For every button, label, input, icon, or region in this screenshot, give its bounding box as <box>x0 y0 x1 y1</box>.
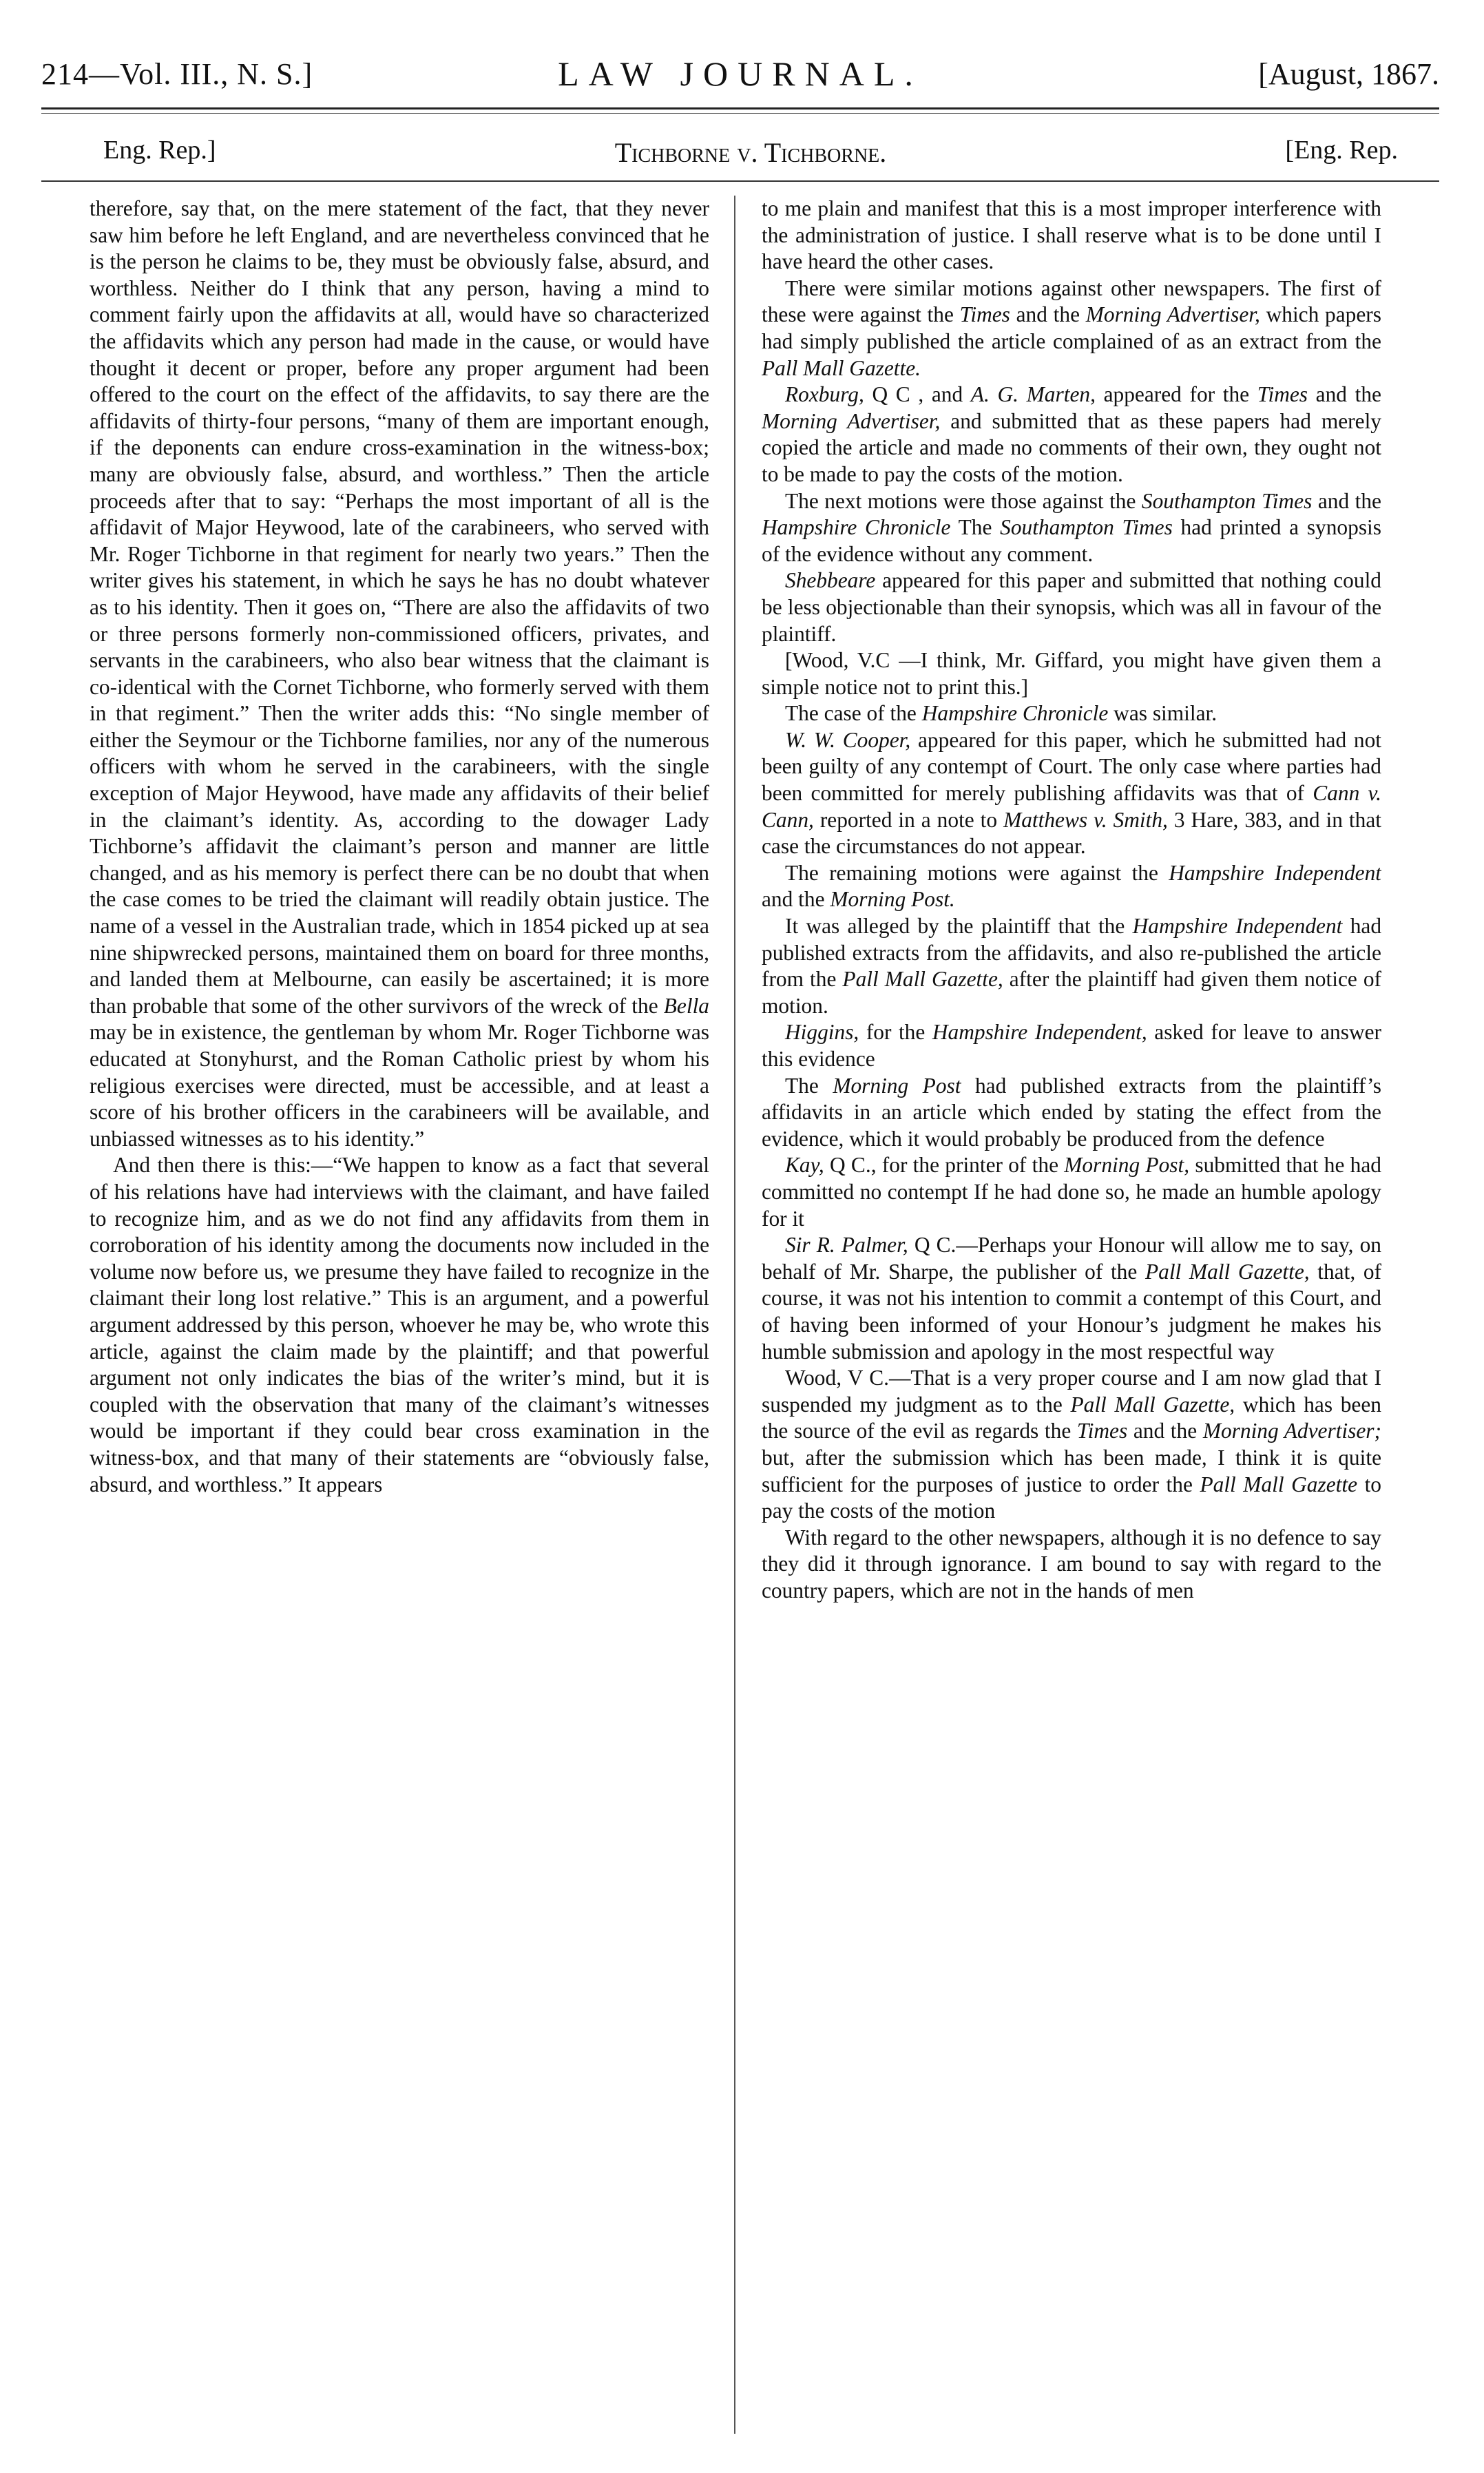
italic-text: Hampshire Independent, <box>932 1020 1147 1045</box>
text-run: And then there is this:—“We happen to know as a fact that several of his relations have had interviews with the claimant, and have failed to recognize him, and as we do not find any affidavits from them in corroboration of his identity among the documents now included in the volume now before us, we presume they have failed to recognize in the claimant their long lost relative.” This is an argument, and a powerful argument addressed by this person, whoever he may be, who wrote this article, against the claim made by the plaintiff; and that powerful argument not only indicates the bias of the writer’s mind, but it is coupled with the observation that many of the claimant’s witnesses would be important if they could bear cross examination in the witness-box, and that many of their statements are “obviously false, absurd, and worthless.” It appears <box>90 1153 709 1496</box>
italic-text: A. G. Marten, <box>970 382 1096 407</box>
italic-text: W. W. Cooper, <box>785 727 911 752</box>
italic-text: Times <box>959 302 1010 327</box>
text-run: It was alleged by the plaintiff that the <box>785 914 1125 939</box>
paragraph <box>90 196 709 1152</box>
report-label-right: [Eng. Rep. <box>1285 136 1398 165</box>
text-run: and the <box>1317 488 1381 513</box>
italic-text: Morning Advertiser; <box>1202 1419 1381 1443</box>
paragraph <box>762 913 1381 1019</box>
italic-text: Times <box>1076 1419 1128 1443</box>
text-run: The case of the <box>785 701 917 726</box>
header-rule-thin <box>41 113 1439 114</box>
paragraph <box>762 1365 1381 1525</box>
text-run: Wood, V C.—That is a very proper course and I am now glad that I suspended my judgment as to the <box>762 1366 1381 1417</box>
paragraph <box>762 1152 1381 1232</box>
italic-text: Hampshire Chronicle <box>921 701 1109 726</box>
left-column <box>90 196 709 2441</box>
text-run: Q C.—Perhaps your Honour will allow me to say, on behalf of Mr. Sharpe, the publisher of the <box>762 1233 1381 1284</box>
text-run: and the <box>1315 382 1381 407</box>
case-header-rule <box>41 180 1439 182</box>
italic-text: Pall Mall Gazette. <box>762 355 921 380</box>
right-column <box>762 196 1381 2441</box>
text-run: after the plaintiff had given them notice of motion. <box>762 967 1381 1018</box>
issue-date: [August, 1867. <box>1258 57 1439 91</box>
italic-text: Morning Advertiser, <box>762 408 941 433</box>
text-run: [Wood, V.C —I think, Mr. Giffard, you might have given them a simple notice not to print this.] <box>762 648 1381 699</box>
italic-text: Roxburg, <box>785 382 864 407</box>
text-run: asked for leave to answer this evidence <box>762 1020 1381 1071</box>
italic-text: Hampshire Independent <box>1169 860 1381 885</box>
text-run: which papers had simply published the article complained of as an extract from the <box>762 302 1381 353</box>
text-run: Q C., for the printer of the <box>829 1153 1058 1178</box>
paragraph <box>762 1525 1381 1605</box>
italic-text: Morning Post <box>833 1073 961 1098</box>
text-run: and the <box>1133 1419 1198 1443</box>
paragraph <box>762 488 1381 568</box>
italic-text: Pall Mall Gazette, <box>1070 1392 1235 1417</box>
text-run: There were similar motions against other newspapers. The first of these were against the <box>762 275 1381 327</box>
running-header <box>41 50 1439 99</box>
text-run: 3 Hare, 383, and in that case the circumstances do not appear. <box>762 807 1381 859</box>
text-run: Q C , and <box>872 382 963 407</box>
paragraph <box>762 860 1381 913</box>
text-run: had printed a synopsis of the evidence without any comment. <box>762 515 1381 566</box>
paragraph <box>762 700 1381 727</box>
italic-text: Southampton Times <box>1000 515 1173 540</box>
text-run: and submitted that as these papers had merely copied the article and made no comments of their own, they ought not to be made to pay the costs of the motion. <box>762 408 1381 486</box>
text-run: The <box>785 1073 819 1098</box>
text-run: reported in a note to <box>819 807 998 832</box>
italic-text: Kay, <box>785 1153 824 1178</box>
text-run: submitted that he had committed no contempt If he had done so, he made an humble apology for it <box>762 1153 1381 1231</box>
text-run: for the <box>866 1020 926 1045</box>
text-run: that, of course, it was not his intention to commit a contempt of this Court, and of having been informed of your Honour’s judgment he makes his humble submission and apology in the most respectful way <box>762 1259 1381 1364</box>
text-run: The <box>958 515 992 540</box>
text-run: appeared for this paper, which he submitted had not been guilty of any contempt of Court. The only case where parties had been committed for merely publishing affidavits was that of <box>762 727 1381 806</box>
text-run: and the <box>762 887 825 912</box>
text-run: therefore, say that, on the mere statement of the fact, that they never saw him before he left England, and are nevertheless convinced that he is the person he claims to be, they must be obviously false, absurd, and worthless. Neither do I think that any person, having a mind to comment fairly upon the affidavits at all, would have so characterized the affidavits which any person had made in the cause, or would have thought it decent or proper, before any proper argument had been offered to the court on the effect of the affidavits, to say there are the affidavits of thirty-four persons, “many of them are important enough, if the deponents can endure cross-examination in the witness-box; many are obviously false, absurd, and worthless.” Then the article proceeds after that to say: “Perhaps the most important of all is the affidavit of Major Heywood, late of the carabineers, who served with Mr. Roger Tichborne in that regiment for nearly two years.” Then the writer gives his statement, in which he says he has no doubt whatever as to his identity. Then it goes on, “There are also the affidavits of two or three persons formerly non-commissioned officers, privates, and servants in the carabineers, who also bear witness that the claimant is co-identical with the Cornet Tichborne, who formerly served with them in that regiment.” Then the writer adds this: “No single member of either the Seymour or the Tichborne families, nor any of the numerous officers with whom he served in the carabineers, with the single exception of Major Heywood, have made any affidavits of their belief in the claimant’s identity. As, according to the dowager Lady Tichborne’s affidavit the claimant’s person and manner are little changed, and as his memory is perfect there can be no doubt that when the case comes to be tried the claimant will readily obtain justice. The name of a vessel in the Australian trade, which in 1854 picked up at sea nine shipwrecked persons, maintained them on board for three months, and landed them at Melbourne, can easily be ascertained; it is more than probable that some of the other survivors of the wreck of the <box>90 196 709 1018</box>
text-run: With regard to the other newspapers, although it is no defence to say they did it through ignorance. I am bound to say with regard to the country papers, which are not in the hands of men <box>762 1525 1381 1603</box>
paragraph <box>762 1019 1381 1072</box>
italic-text: Matthews v. Smith, <box>1003 807 1168 832</box>
journal-title: LAW JOURNAL. <box>558 54 923 93</box>
italic-text: Morning Post. <box>830 887 955 912</box>
italic-text: Hampshire Chronicle <box>762 515 951 540</box>
paragraph <box>762 567 1381 647</box>
italic-text: Times <box>1257 382 1308 407</box>
text-run: The remaining motions were against the <box>785 860 1158 885</box>
paragraph <box>90 1152 709 1498</box>
italic-text: Southampton Times <box>1141 488 1313 513</box>
text-run: to pay the costs of the motion <box>762 1472 1381 1523</box>
italic-text: Pall Mall Gazette <box>1200 1472 1358 1496</box>
report-label-left: Eng. Rep.] <box>103 136 216 165</box>
italic-text: Hampshire Independent <box>1132 914 1343 939</box>
text-run: appeared for the <box>1103 382 1250 407</box>
text-run: had published extracts from the affidavits, and also re-published the article from the <box>762 914 1381 992</box>
case-title: Tichborne v. Tichborne. <box>614 137 887 168</box>
text-run: but, after the submission which has been made, I think it is quite sufficient for the purposes of justice to order the <box>762 1445 1381 1496</box>
paragraph <box>762 382 1381 488</box>
italic-text: Pall Mall Gazette, <box>1145 1259 1310 1284</box>
italic-text: Higgins, <box>785 1020 859 1045</box>
text-run: was similar. <box>1114 701 1217 726</box>
italic-text: Sir R. Palmer, <box>785 1233 908 1258</box>
text-run: which has been the source of the evil as regards the <box>762 1392 1381 1443</box>
paragraph <box>762 275 1381 382</box>
paragraph <box>762 1073 1381 1153</box>
text-run: and the <box>1016 302 1080 327</box>
text-run: may be in existence, the gentleman by whom Mr. Roger Tichborne was educated at Stonyhurst, and the Roman Catholic priest by whom his religious exercises were directed, must be accessible, and at least a score of his brother officers in the carabineers will be available, and unbiassed witnesses as to his identity.” <box>90 1020 709 1151</box>
paragraph <box>762 727 1381 860</box>
paragraph <box>762 196 1381 275</box>
italic-text: Bella <box>663 993 709 1018</box>
column-divider <box>734 196 735 2434</box>
volume-label: 214—Vol. III., N. S.] <box>41 57 313 91</box>
text-run: appeared for this paper and submitted that nothing could be less objectionable than their synopsis, which was all in favour of the plaintiff. <box>762 568 1381 646</box>
italic-text: Morning Post, <box>1064 1153 1190 1178</box>
italic-text: Shebbeare <box>785 568 876 593</box>
paragraph <box>762 1232 1381 1365</box>
text-run: The next motions were those against the <box>785 488 1136 513</box>
paragraph <box>762 647 1381 700</box>
case-header <box>103 135 1398 176</box>
text-run: to me plain and manifest that this is a most improper interference with the administration of justice. I shall reserve what is to be done until I have heard the other cases. <box>762 196 1381 274</box>
italic-text: Pall Mall Gazette, <box>842 967 1003 992</box>
italic-text: Morning Advertiser, <box>1085 302 1260 327</box>
header-rule <box>41 107 1439 109</box>
text-run: had published extracts from the plaintiff’s affidavits in an article which ended by stating the effect from the evidence, which it would probably be produced from the defence <box>762 1073 1381 1151</box>
italic-text: Cann v. Cann, <box>762 781 1381 832</box>
